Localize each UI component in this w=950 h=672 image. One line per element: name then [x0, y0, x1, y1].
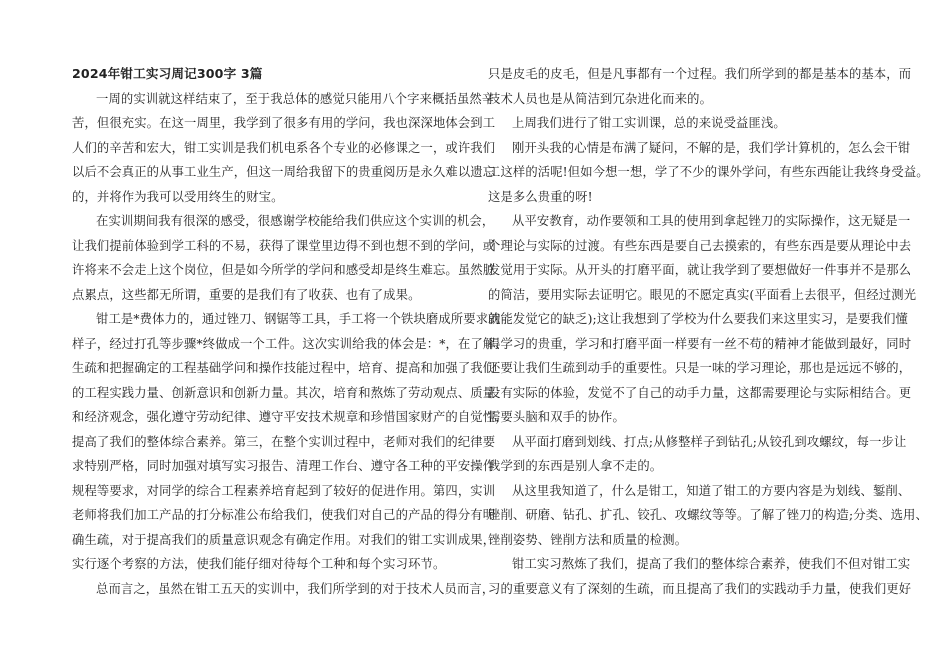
text-line: 我学到的东西是别人拿不走的。 [488, 459, 663, 473]
text-line: 人们的辛苦和宏大，钳工实训是我们机电系各个专业的必修课之一，或许我们 [72, 140, 496, 155]
left-column [72, 62, 508, 601]
text-line: 刚开头我的心情是布满了疑问，不解的是，我们学计算机的，怎么会干钳 [512, 140, 911, 155]
text-line: 确生疏，对于提高我们的质量意识观念有确定作用。对我们的钳工实训成果， [72, 532, 496, 547]
text-line: 样子，经过打孔等步骤*终做成一个工件。这次实训给我的体会是：*，在了解、 [72, 336, 508, 351]
text-line: 发觉用于实际。从开头的打磨平面，就让我学到了要想做好一件事并不是那么 [488, 263, 912, 277]
right-column-body [488, 62, 929, 601]
text-line: 和经济观念，强化遵守劳动纪律、遵守平安技术规章和珍惜国家财产的自觉性， [72, 410, 508, 424]
text-line: 许将来不会走上这个岗位，但是如今所学的学问和感受却是终生难忘。虽然脏 [72, 263, 496, 277]
text-line: 的工程实践力量、创新意识和创新力量。其次，培育和熬炼了劳动观点、质量 [72, 385, 496, 400]
text-line: 从这里我知道了，什么是钳工，知道了钳工的方要内容是为划线、錾削、 [512, 483, 911, 498]
text-line: 老师将我们加工产品的打分标准公布给我们，使我们对自己的产品的得分有明 [72, 508, 496, 522]
document-title: 2024年钳工实习周记300字 3篇 [72, 66, 263, 81]
text-line: 钳工是*费体力的，通过锉刀、钢锯等工具，手工将一个铁块磨成所要求的 [96, 312, 501, 326]
text-line: 苦，但很充实。在这一周里，我学到了很多有用的学问，我也深深地体会到工 [72, 116, 496, 130]
text-line: 实行逐个考察的方法，使我们能仔细对待每个工种和每个实习环节。 [72, 557, 446, 571]
text-line: 上周我们进行了钳工实训课，总的来说受益匪浅。 [512, 116, 786, 130]
text-line: 没有实际的体验，发觉不了自己的动手力量，这都需要理论与实际相结合。更 [488, 385, 912, 400]
text-line: 钳工实习熬炼了我们，提高了我们的整体综合素养，使我们不但对钳工实 [512, 557, 911, 571]
text-line: 从平安教育，动作要领和工具的使用到拿起锉刀的实际操作，这无疑是一 [512, 214, 911, 228]
text-line: 点累点，这些都无所谓，重要的是我们有了收获、也有了成果。 [72, 287, 421, 302]
text-line: 技术人员也是从简洁到冗杂进化而来的。 [488, 91, 713, 106]
text-line: 一周的实训就这样结束了，至于我总体的感觉只能用八个字来概括虽然辛 [96, 91, 495, 106]
right-column [488, 62, 929, 601]
text-line: 只是皮毛的皮毛，但是凡事都有一个过程。我们所学到的都是基本的基本，而 [488, 67, 912, 81]
text-line: 提高了我们的整体综合素养。第三，在整个实训过程中，老师对我们的纪律要 [72, 434, 496, 449]
text-line: 规程等要求，对同学的综合工程素养培育起到了较好的促进作用。第四，实训 [72, 483, 496, 498]
text-line: 求特别严格，同时加强对填写实习报告、清理工作台、遵守各工种的平安操作 [72, 459, 496, 473]
text-line: 锉削姿势、锉削方法和质量的检测。 [488, 532, 688, 547]
text-line: 得学习的贵重，学习和打磨平面一样要有一丝不苟的精神才能做到最好，同时 [488, 336, 912, 351]
text-line: 总而言之，虽然在钳工五天的实训中，我们所学到的对于技术人员而言， [96, 581, 495, 596]
text-line: 需要头脑和双手的协作。 [488, 410, 625, 424]
text-line: 的简洁，要用实际去证明它。眼见的不愿定真实(平面看上去很平，但经过测光 [488, 287, 917, 302]
text-line: 让我们提前体验到学工科的不易，获得了课堂里边得不到也想不到的学问，或 [72, 238, 496, 253]
text-line: 从平面打磨到划线、打点;从修整样子到钻孔;从铰孔到攻螺纹，每一步让 [512, 434, 907, 449]
text-line: 生疏和把握确定的工程基础学问和操作技能过程中，培育、提高和加强了我们 [72, 361, 496, 375]
text-line: 这是多么贵重的呀! [488, 189, 593, 204]
text-line: 就能发觉它的缺乏);这让我想到了学校为什么要我们来这里实习，是要我们懂 [488, 312, 908, 326]
text-line: 的，并将作为我可以受用终生的财宝。 [72, 189, 284, 204]
text-line: 以后不会真正的从事工业生产，但这一周给我留下的贵重阅历是永久难以遗忘 [72, 165, 496, 179]
text-line: 还要让我们生疏到动手的重要性。只是一味的学习理论，那也是远远不够的， [488, 361, 912, 375]
text-line: 锉削、研磨、钻孔、扩孔、铰孔、攻螺纹等等。了解了锉刀的构造;分类、选用、 [488, 508, 928, 522]
text-line: 在实训期间我有很深的感受，很感谢学校能给我们供应这个实训的机会， [96, 214, 495, 228]
left-column-body [72, 87, 508, 602]
text-line: 习的重要意义有了深刻的生疏，而且提高了我们的实践动手力量，使我们更好 [488, 581, 912, 596]
text-line: 个理论与实际的过渡。有些东西是要自己去摸索的，有些东西是要从理论中去 [488, 238, 912, 253]
text-line: 工这样的活呢!但如今想一想，学了不少的课外学问，有些东西能让我终身受益。 [488, 165, 929, 179]
